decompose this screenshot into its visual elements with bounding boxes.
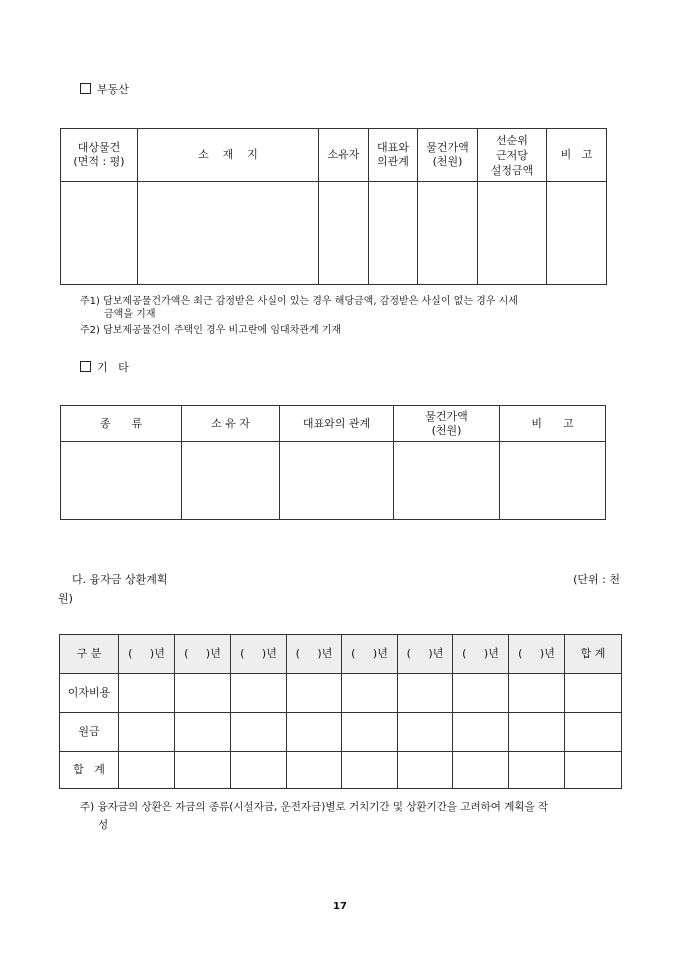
table-header-row [61,406,606,442]
cell[interactable] [231,713,287,752]
cell[interactable] [565,752,622,789]
note-2: 주2) 담보제공물건이 주택인 경우 비고란에 임대차관계 기재 [80,325,342,336]
cell[interactable] [182,442,280,520]
year-header-cell[interactable]: ( )년 [398,635,453,674]
heading-text: 기 타 [97,361,129,374]
cell[interactable] [319,182,369,285]
cell[interactable] [287,713,342,752]
cell[interactable] [500,442,606,520]
row-label: 합 계 [60,752,119,789]
repayment-table [59,634,622,789]
cell[interactable] [119,713,175,752]
real-estate-table [60,128,607,285]
header-cell: 물건가액 (천원) [418,129,478,182]
year-header-cell[interactable]: ( )년 [453,635,509,674]
cell[interactable] [369,182,418,285]
cell[interactable] [418,182,478,285]
cell[interactable] [509,713,565,752]
cell[interactable] [453,752,509,789]
cell[interactable] [547,182,607,285]
checkbox-square-icon [80,361,91,372]
section-other-heading [80,359,129,375]
cell[interactable] [398,713,453,752]
cell[interactable] [478,182,547,285]
cell[interactable] [61,182,138,285]
header-cell: 대표와 의관계 [369,129,418,182]
year-header-cell[interactable]: ( )년 [509,635,565,674]
page-number: 17 [333,901,347,912]
table-row [60,713,622,752]
unit-label-cont: 원) [58,592,73,605]
section-real-estate-heading [80,81,129,97]
cell[interactable] [565,713,622,752]
year-header-cell[interactable]: ( )년 [119,635,175,674]
note-1-cont: 금액을 기재 [104,309,156,320]
unit-label: (단위 : 천 [573,573,620,586]
heading-text: 부동산 [97,83,129,96]
row-label: 원금 [60,713,119,752]
year-header-cell[interactable]: ( )년 [342,635,398,674]
cell[interactable] [342,752,398,789]
header-cell: 비 고 [500,406,606,442]
repayment-note: 주) 융자금의 상환은 자금의 종류(시설자금, 운전자금)별로 거치기간 및 상환기간을 고려하여 계획을 작 [80,801,549,813]
cell[interactable] [453,674,509,713]
repayment-heading: 다. 융자금 상환계획 [72,573,168,586]
header-cell: 합 계 [565,635,622,674]
header-cell: 소 유 자 [182,406,280,442]
cell[interactable] [61,442,182,520]
cell[interactable] [287,674,342,713]
year-header-cell[interactable]: ( )년 [287,635,342,674]
cell[interactable] [342,713,398,752]
year-header-cell[interactable]: ( )년 [175,635,231,674]
table-row [61,442,606,520]
cell[interactable] [119,752,175,789]
cell[interactable] [175,674,231,713]
cell[interactable] [175,713,231,752]
table-row [61,182,607,285]
header-cell: 종 류 [61,406,182,442]
header-cell: 구 분 [60,635,119,674]
cell[interactable] [342,674,398,713]
header-cell: 대상물건 (면적 : 평) [61,129,138,182]
cell[interactable] [287,752,342,789]
note-1: 주1) 담보제공물건가액은 최근 감정받은 사실이 있는 경우 해당금액, 감정받은 사실이 없는 경우 시세 [80,296,518,307]
cell[interactable] [280,442,394,520]
cell[interactable] [175,752,231,789]
header-cell: 소 재 지 [138,129,319,182]
checkbox-square-icon [80,83,91,94]
cell[interactable] [138,182,319,285]
cell[interactable] [394,442,500,520]
cell[interactable] [565,674,622,713]
header-cell: 선순위 근저당 설정금액 [478,129,547,182]
table-header-row [60,635,622,674]
cell[interactable] [231,674,287,713]
cell[interactable] [231,752,287,789]
table-header-row [61,129,607,182]
header-cell: 대표와의 관계 [280,406,394,442]
cell[interactable] [119,674,175,713]
cell[interactable] [398,752,453,789]
repayment-note-cont: 성 [98,819,109,831]
header-cell: 소유자 [319,129,369,182]
header-cell: 물건가액 (천원) [394,406,500,442]
cell[interactable] [509,674,565,713]
row-label: 이자비용 [60,674,119,713]
cell[interactable] [398,674,453,713]
other-table [60,405,606,520]
table-row [60,752,622,789]
cell[interactable] [453,713,509,752]
table-row [60,674,622,713]
cell[interactable] [509,752,565,789]
year-header-cell[interactable]: ( )년 [231,635,287,674]
header-cell: 비 고 [547,129,607,182]
